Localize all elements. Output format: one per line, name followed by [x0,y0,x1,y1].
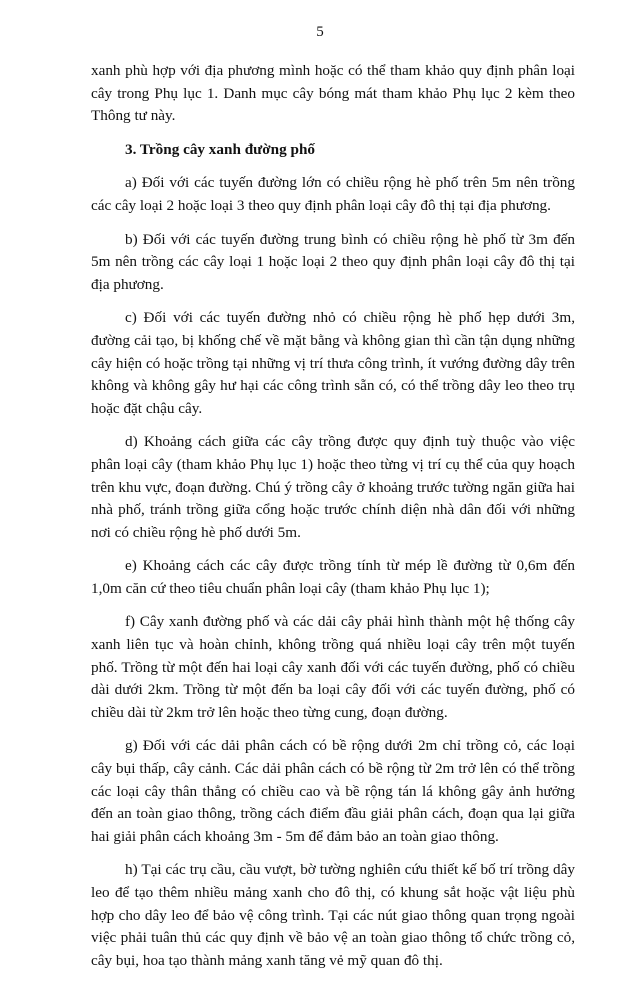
intro-paragraph: xanh phù hợp với địa phương mình hoặc có thể tham khảo quy định phân loại cây trong Phụ lục 1. Danh mục cây bóng mát tham khảo Phụ lục 2 kèm theo Thông tư này. [91,62,575,125]
paragraph-item-a: a) Đối với các tuyến đường lớn có chiều rộng hè phố trên 5m nên trồng các cây loại 2 hoặc loại 3 theo quy định phân loại cây đô thị tại địa phương. [91,174,575,214]
paragraph-item-g: g) Đối với các dải phân cách có bề rộng dưới 2m chỉ trồng cỏ, các loại cây bụi thấp, cây cảnh. Các dải phân cách có bề rộng từ 2m trở lên có thể trồng các loại cây thân thẳng có chiều cao và bề rộng tán lá không gây ảnh hưởng đến an toàn giao thông, trồng cách điểm đầu giải phân cách, đoạn qua lại giữa hai giải phân cách khoảng 3m - 5m để đảm bảo an toàn giao thông. [91,737,575,845]
document-body [91,60,575,983]
section-heading: 3. Trồng cây xanh đường phố [125,140,315,158]
paragraph-item-d: d) Khoảng cách giữa các cây trồng được quy định tuỳ thuộc vào việc phân loại cây (tham khảo Phụ lục 1) hoặc theo từng vị trí cụ thể của quy hoạch trên khu vực, đoạn đường. Chú ý trồng cây ở khoảng trước tường ngăn giữa hai nhà phố, tránh trồng giữa cổng hoặc trước chính diện nhà dân đối với những nơi có chiều rộng hè phố dưới 5m. [91,433,575,541]
paragraph-item-b: b) Đối với các tuyến đường trung bình có chiều rộng hè phố từ 3m đến 5m nên trồng các cây loại 1 hoặc loại 2 theo quy định phân loại cây đô thị tại địa phương. [91,230,575,293]
paragraph-item-h: h) Tại các trụ cầu, cầu vượt, bờ tường nghiên cứu thiết kế bố trí trồng dây leo để tạo thêm nhiều mảng xanh cho đô thị, có khung sắt hoặc vật liệu phù hợp cho dây leo để bảo vệ công trình. Tại các nút giao thông quan trọng ngoài việc phải tuân thủ các quy định về bảo vệ an toàn giao thông tổ chức trồng cỏ, cây bụi, hoa tạo thành mảng xanh tăng vẻ mỹ quan đô thị. [91,861,575,969]
paragraph-item-e: e) Khoảng cách các cây được trồng tính từ mép lề đường từ 0,6m đến 1,0m căn cứ theo tiêu chuẩn phân loại cây (tham khảo Phụ lục 1); [91,557,575,597]
paragraph-item-f: f) Cây xanh đường phố và các dải cây phải hình thành một hệ thống cây xanh liên tục và hoàn chỉnh, không trồng quá nhiều loại cây trên một tuyến phố. Trồng từ một đến hai loại cây xanh đối với các tuyến đường, phố có chiều dài dưới 2km. Trồng từ một đến ba loại cây đối với các tuyến đường, phố có chiều dài từ 2km trở lên hoặc theo từng cung, đoạn đường. [91,613,575,721]
paragraph-item-c: c) Đối với các tuyến đường nhỏ có chiều rộng hè phố hẹp dưới 3m, đường cải tạo, bị khống chế về mặt bằng và không gian thì cần tận dụng những cây hiện có hoặc trồng tại những vị trí thưa công trình, ít vướng đường dây trên không và không gây hư hại các công trình sẵn có, có thể trồng dây leo theo trụ hoặc đặt chậu cây. [91,309,575,417]
page-number: 5 [316,24,324,40]
